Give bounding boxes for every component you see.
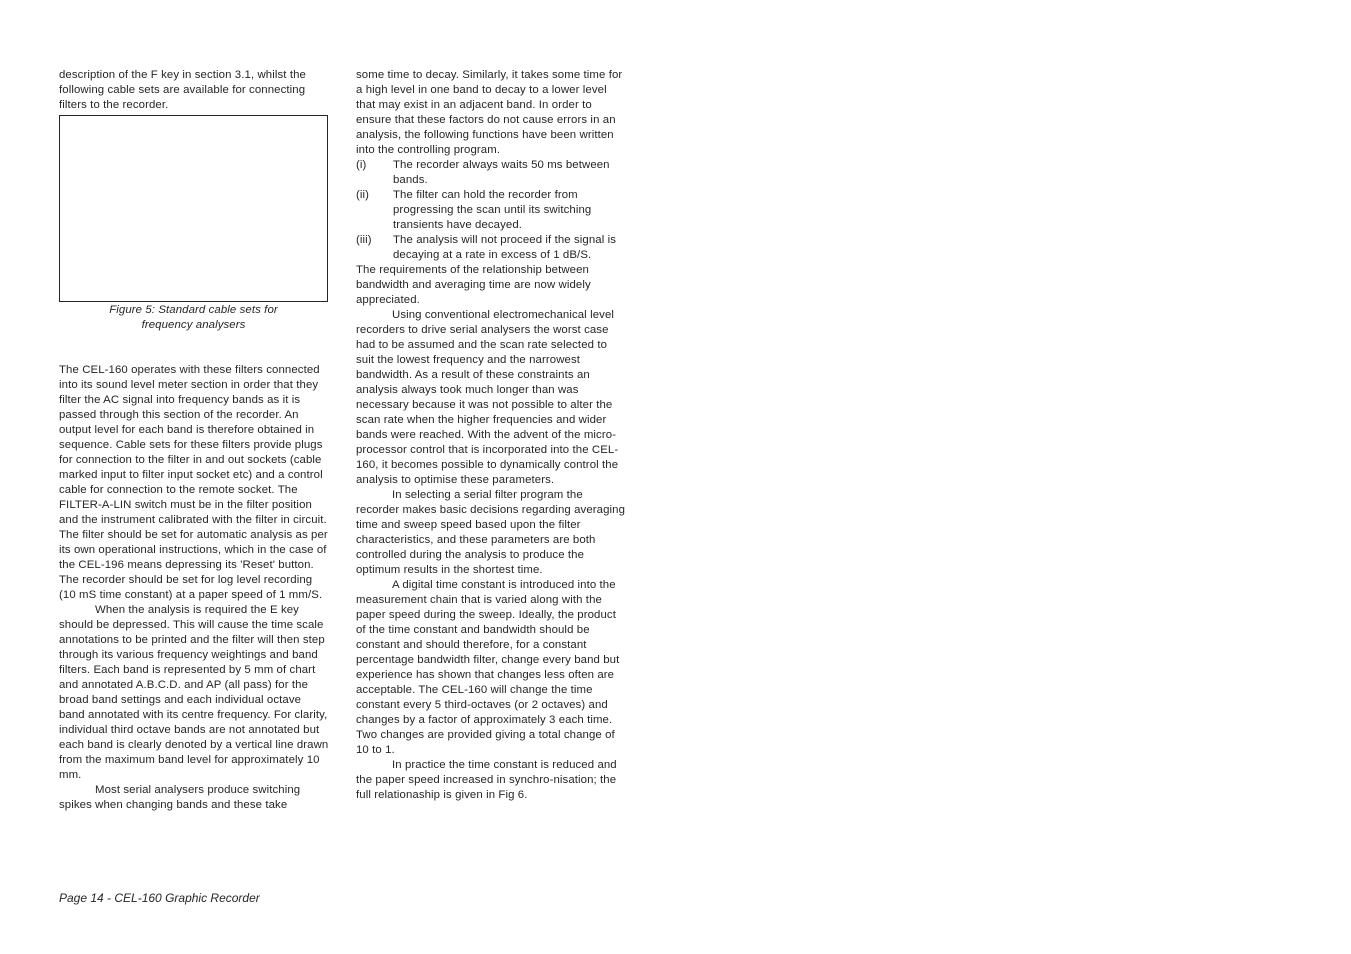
spacer	[59, 333, 329, 363]
figure-5-frame	[59, 115, 328, 302]
left-intro-paragraph: description of the F key in section 3.1, whilst the following cable sets are available for connecting filters to the recorder.	[59, 69, 306, 111]
list-item-text: The filter can hold the recorder from progressing the scan until its switching transients have decayed.	[393, 189, 592, 231]
left-paragraph-3: Most serial analysers produce switching spikes when changing bands and these take	[59, 784, 301, 811]
list-item-number: (ii)	[356, 189, 370, 201]
list-item	[356, 188, 628, 233]
page-footer: Page 14 - CEL-160 Graphic Recorder	[59, 891, 260, 905]
figure-caption-line-1: Figure 5: Standard cable sets for	[109, 304, 278, 316]
right-intro-paragraph: some time to decay. Similarly, it takes some time for a high level in one band to decay to a lower level that may exist in an adjacent band. In order to ensure that these factors do not cause errors in an analysis, the following functions have been written into the controlling program.	[356, 69, 623, 156]
list-item-number: (i)	[356, 159, 367, 171]
list-item-text: The analysis will not proceed if the signal is decaying at a rate in excess of 1 dB/S.	[393, 234, 617, 261]
figure-caption-line-2: frequency analysers	[141, 319, 246, 331]
list-item-text: The recorder always waits 50 ms between bands.	[393, 159, 610, 186]
right-paragraph-1: The requirements of the relationship between bandwidth and averaging time are now widely appreciated.	[356, 264, 591, 306]
left-column	[59, 68, 329, 813]
right-paragraph-4: A digital time constant is introduced into the measurement chain that is varied along with the paper speed during the sweep. Ideally, the product of the time constant and bandwidth should be constant and should therefore, for a constant percentage bandwidth filter, change every band but experience has shown that changes less often are acceptable. The CEL-160 will change the time constant every 5 third-octaves (or 2 octaves) and changes by a factor of approximately 3 each time. Two changes are provided giving a total change of 10 to 1.	[356, 579, 620, 756]
list-item	[356, 158, 628, 188]
right-column	[356, 68, 628, 803]
left-paragraph-1: The CEL-160 operates with these filters connected into its sound level meter section in order that they filter the AC signal into frequency bands as it is passed through this section of the recorder. An output level for each band is therefore obtained in sequence. Cable sets for these filters provide plugs for connection to the filter in and out sockets (cable marked input to filter input socket etc) and a control cable for connection to the remote socket. The FILTER-A-LIN switch must be in the filter position and the instrument calibrated with the filter in circuit. The filter should be set for automatic analysis as per its own operational instructions, which in the case of the CEL-196 means depressing its 'Reset' button. The recorder should be set for log level recording (10 mS time constant) at a paper speed of 1 mm/S.	[59, 364, 328, 601]
right-paragraph-2: Using conventional electromechanical level recorders to drive serial analysers the worst case had to be assumed and the scan rate selected to suit the lowest frequency and the narrowest bandwidth. As a result of these constraints an analysis always took much longer than was necessary because it was not possible to alter the scan rate when the higher frequencies and wider bands were reached. With the advent of the micro- processor control that is incorporated into the CEL-160, it becomes possible to dynamically control the analysis to optimise these parameters.	[356, 309, 619, 486]
left-paragraph-2: When the analysis is required the E key should be depressed. This will cause the time scale annotations to be printed and the filter will then step through its various frequency weightings and band filters. Each band is represented by 5 mm of chart and annotated A.B.C.D. and AP (all pass) for the broad band settings and each individual octave band annotated with its centre frequency. For clarity, individual third octave bands are not annotated but each band is clearly denoted by a vertical line drawn from the maximum band level for approximately 10 mm.	[59, 604, 329, 781]
figure-5-caption	[59, 303, 328, 333]
list-item-number: (iii)	[356, 234, 372, 246]
list-item	[356, 233, 628, 263]
right-paragraph-3: In selecting a serial filter program the recorder makes basic decisions regarding averaging time and sweep speed based upon the filter characteristics, and these parameters are both controlled during the analysis to produce the optimum results in the shortest time.	[356, 489, 626, 576]
right-paragraph-5: In practice the time constant is reduced and the paper speed increased in synchro-nisation; the full relationaship is given in Fig 6.	[356, 759, 617, 801]
